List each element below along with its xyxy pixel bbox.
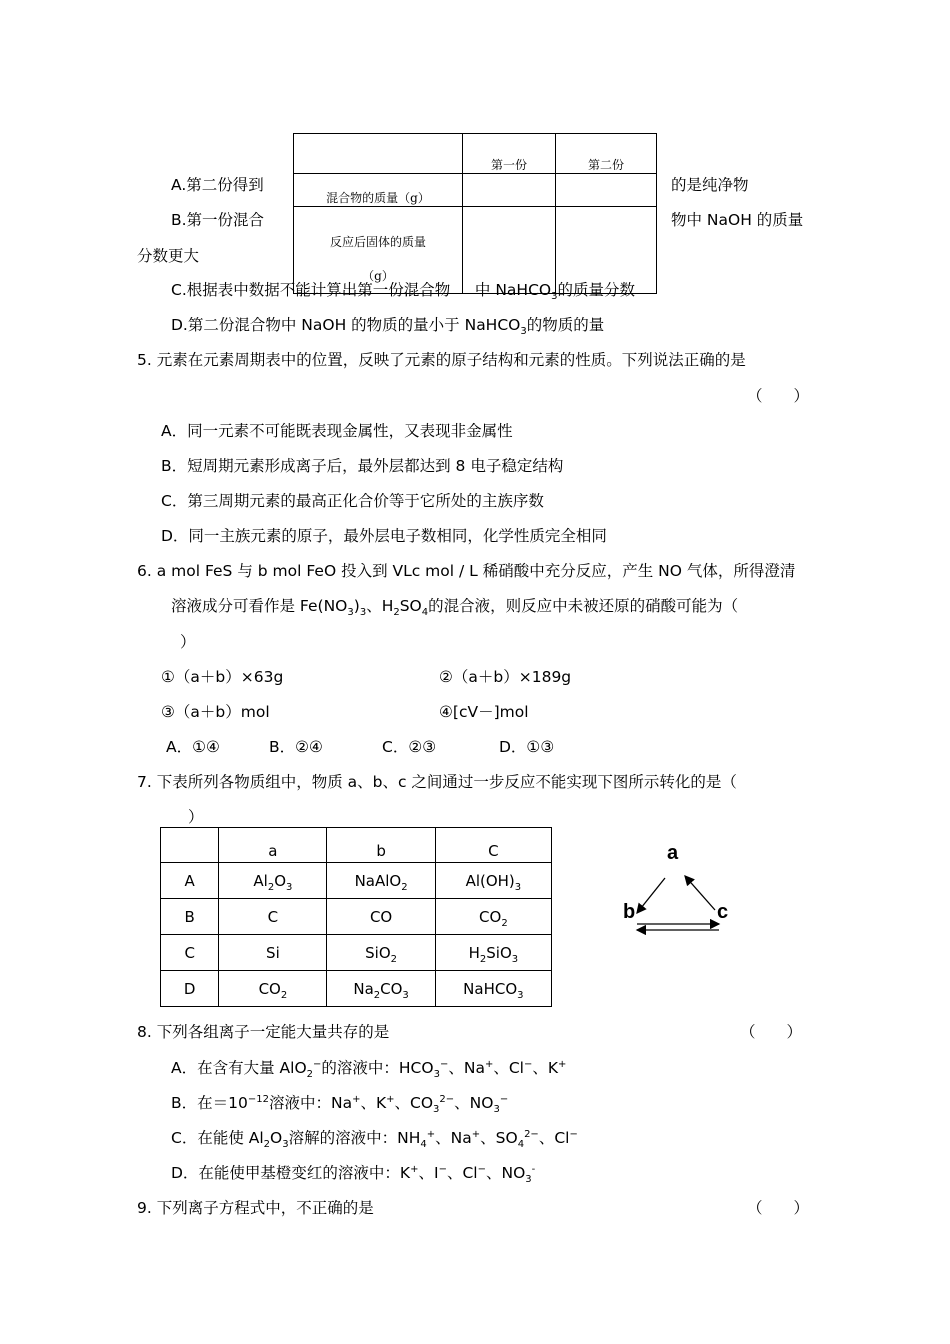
table-row [161, 899, 552, 935]
q7-cell-a: $CO_2$ [219, 971, 327, 1007]
q7-cell-a: Si [219, 935, 327, 971]
q6-stem-line1: 6. a mol FeS 与 b mol FeO 投入到 VLc mol / L 稀硝酸中充分反应，产生 NO 气体，所得澄清 [137, 562, 796, 580]
q7-diagram-label-c: c [717, 901, 729, 923]
q5-option-a: A．同一元素不可能既表现金属性，又表现非金属性 [161, 422, 513, 440]
q8-option-d: D．在能使甲基橙变红的溶液中：K+、I−、Cl−、$NO_3^-$ [171, 1163, 536, 1186]
q7-row-label: B [161, 899, 219, 935]
q7-cell-b: CO [327, 899, 435, 935]
q7-cell-b: NaAlO$_2$ [327, 863, 435, 899]
q7-cell-c: $CO_2$ [435, 899, 551, 935]
q4-row1-label: 混合物的质量（g） [294, 174, 463, 207]
q7-cell-b: $Na_2CO_3$ [327, 971, 435, 1007]
q5-option-d: D．同一主族元素的原子，最外层电子数相同，化学性质完全相同 [161, 527, 607, 545]
q6-answer-c: C．②③ [382, 738, 437, 756]
q7-stem: 7. 下表所列各物质组中，物质 a、b、c 之间通过一步反应不能实现下图所示转化的是（ [137, 773, 737, 791]
q7-cell-a: $Al_2O_3$ [219, 863, 327, 899]
q4-cell-1-1 [463, 174, 556, 207]
q8-option-b: B．在$=10^{-12}$溶液中：Na+、K+、$CO_3^{2-}$、$NO_3^-$ [171, 1093, 509, 1116]
q4-option-d: D.第二份混合物中 NaOH 的物质的量小于 NaHCO$_3$的物质的量 [171, 316, 605, 338]
q7-header-c: C [435, 828, 551, 863]
q8-stem: 8. 下列各组离子一定能大量共存的是 [137, 1023, 390, 1041]
q4-option-b-left: B.第一份混合 [171, 211, 265, 229]
q7-cell-c: $H_2SiO_3$ [435, 935, 551, 971]
q8-paren: （ ） [740, 1023, 803, 1041]
q4-col2: 第二份 [556, 134, 657, 174]
q7-cell-a: C [219, 899, 327, 935]
q8-option-a: A．在含有大量 AlO$_2$−的溶液中：$HCO_3^-$、Na+、Cl−、K+ [171, 1058, 567, 1081]
q7-row-label: D [161, 971, 219, 1007]
q6-answer-d: D．①③ [499, 738, 555, 756]
q4-option-b-cont: 分数更大 [137, 247, 200, 265]
q7-header-b: b [327, 828, 435, 863]
q4-col1: 第一份 [463, 134, 556, 174]
q5-option-b: B．短周期元素形成离子后，最外层都达到 8 电子稳定结构 [161, 457, 564, 475]
table-row [161, 971, 552, 1007]
q7-header-a: a [219, 828, 327, 863]
q7-row-label: A [161, 863, 219, 899]
q6-stem-line3: ） [180, 633, 196, 651]
q5-stem: 5. 元素在元素周期表中的位置，反映了元素的原子结构和元素的性质。下列说法正确的是 [137, 351, 746, 369]
q7-cell-b: SiO$_2$ [327, 935, 435, 971]
q7-stem-close: ） [188, 808, 204, 826]
q6-choice-2: ②（a＋b）×189g [439, 668, 572, 686]
q6-answer-a: A．①④ [166, 738, 220, 756]
q9-paren: （ ） [747, 1199, 810, 1217]
q4-data-table [293, 133, 657, 294]
q4-row2-label: 反应后固体的质量 （g） [294, 207, 463, 294]
q8-option-c: C．在能使 $Al_2O_3$溶解的溶液中：$NH_4^+$、Na+、$SO_4^{2-}$、Cl− [171, 1128, 578, 1151]
q7-arrow-c-to-a [685, 876, 715, 910]
q7-cell-c: $Al(OH)_3$ [435, 863, 551, 899]
q5-paren: （ ） [747, 387, 810, 405]
q7-arrow-a-to-b [637, 878, 665, 913]
q7-row-label: C [161, 935, 219, 971]
q6-answer-b: B．②④ [269, 738, 323, 756]
q9-stem: 9. 下列离子方程式中，不正确的是 [137, 1199, 374, 1217]
q7-diagram-label-b: b [623, 901, 636, 923]
q7-header-0 [161, 828, 219, 863]
q6-choice-3: ③（a＋b）mol [161, 703, 270, 721]
q7-diagram-label-a: a [667, 842, 679, 864]
table-row [161, 863, 552, 899]
q7-conversion-diagram [615, 838, 745, 938]
q6-stem-line2: 溶液成分可看作是 $Fe(NO_3)_3$、$H_2SO_4$的混合液，则反应中未被还原的硝酸可能为（ [171, 597, 739, 619]
table-row [161, 935, 552, 971]
q7-substance-table [160, 827, 552, 1007]
q4-table-corner [294, 134, 463, 174]
q4-option-c: C.根据表中数据不能计算出第一份混合物 中 NaHCO$_3$的质量分数 [171, 281, 635, 303]
q5-option-c: C．第三周期元素的最高正化合价等于它所处的主族序数 [161, 492, 544, 510]
q4-option-a-right: 的是纯净物 [671, 176, 749, 194]
q6-choice-1: ①（a＋b）×63g [161, 668, 284, 686]
q4-cell-1-2 [556, 174, 657, 207]
q7-cell-c: NaHCO$_3$ [435, 971, 551, 1007]
q4-option-a-left: A.第二份得到 [171, 176, 264, 194]
q6-choice-4: ④[cV－]mol [439, 703, 529, 721]
q4-option-b-right: 物中 NaOH 的质量 [671, 211, 804, 229]
